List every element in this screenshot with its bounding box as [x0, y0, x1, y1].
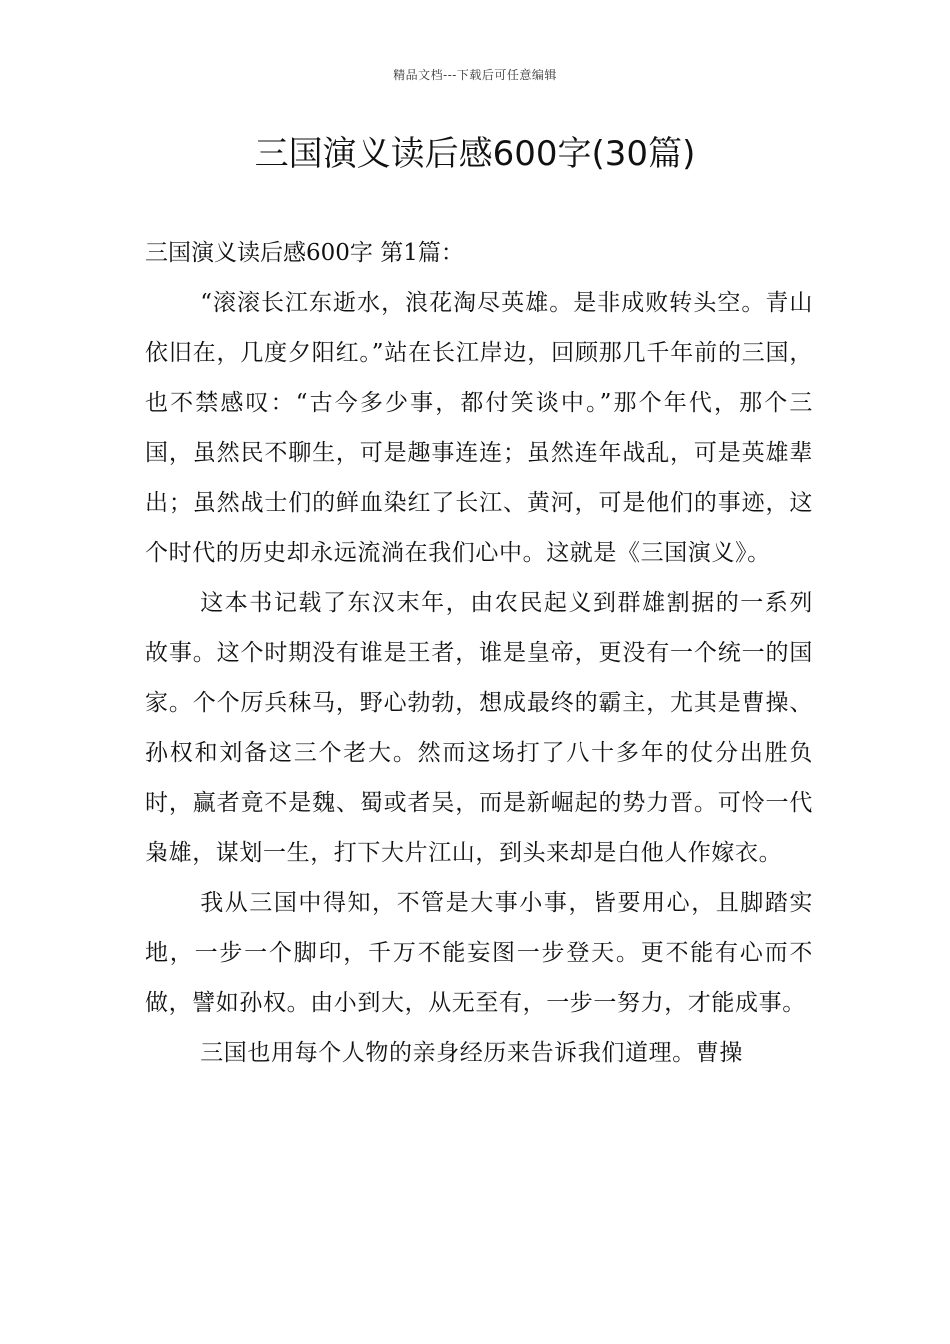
header-note: 精品文档---下载后可任意编辑 [393, 68, 557, 82]
document-body [145, 228, 813, 1078]
paragraph-1: “滚滚长江东逝水，浪花淘尽英雄。是非成败转头空。青山依旧在，几度夕阳红。”站在长江岸边，回顾那几千年前的三国，也不禁感叹：“古今多少事，都付笑谈中。”那个年代，那个三国，虽然民不聊生，可是趣事连连；虽然连年战乱，可是英雄辈出；虽然战士们的鲜血染红了长江、黄河，可是他们的事迹，这个时代的历史却永远流淌在我们心中。这就是《三国演义》。 [145, 290, 813, 566]
paragraph-4: 三国也用每个人物的亲身经历来告诉我们道理。曹操 [200, 1040, 743, 1066]
paragraph-2: 这本书记载了东汉末年，由农民起义到群雄割据的一系列故事。这个时期没有谁是王者，谁是皇帝，更没有一个统一的国家。个个厉兵秣马，野心勃勃，想成最终的霸主，尤其是曹操、孙权和刘备这三个老大。然而这场打了八十多年的仗分出胜负时，赢者竟不是魏、蜀或者吴，而是新崛起的势力晋。可怜一代枭雄，谋划一生，打下大片江山，到头来却是白他人作嫁衣。 [145, 590, 813, 866]
section-heading: 三国演义读后感600字 第1篇： [145, 240, 464, 266]
paragraph-3: 我从三国中得知，不管是大事小事，皆要用心，且脚踏实地，一步一个脚印，千万不能妄图一步登天。更不能有心而不做，譬如孙权。由小到大，从无至有，一步一努力，才能成事。 [145, 890, 813, 1016]
page-title: 三国演义读后感600字(30篇) [254, 134, 696, 174]
